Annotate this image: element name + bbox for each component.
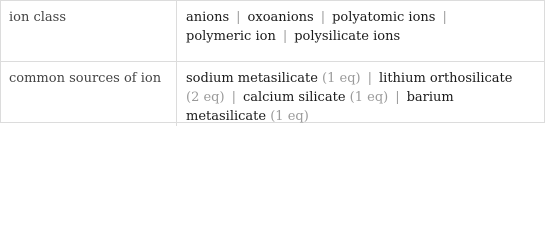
row-label-ion-class: ion class xyxy=(1,1,177,62)
separator: | xyxy=(367,71,372,86)
source-compound: sodium metasilicate xyxy=(186,71,318,86)
row-value-ion-class xyxy=(177,1,544,62)
source-compound: lithium orthosilicate xyxy=(379,71,513,86)
source-quantity: (1 eq) xyxy=(270,109,309,124)
source-quantity: (2 eq) xyxy=(186,90,225,105)
ion-class-item: polysilicate ions xyxy=(294,29,401,44)
ion-class-item: polyatomic ions xyxy=(332,10,436,25)
separator: | xyxy=(231,90,236,105)
separator: | xyxy=(395,90,400,105)
separator: | xyxy=(320,10,326,25)
row-label-common-sources: common sources of ion xyxy=(1,62,177,126)
ion-class-item: oxoanions xyxy=(247,10,314,25)
ion-class-item: polymeric ion xyxy=(186,29,276,44)
separator: | xyxy=(442,10,447,25)
separator: | xyxy=(236,10,241,25)
source-quantity: (1 eq) xyxy=(322,71,361,86)
source-compound: calcium silicate xyxy=(242,90,346,105)
row-value-common-sources xyxy=(177,62,544,126)
ion-class-item: anions xyxy=(186,10,230,25)
source-compound: barium metasilicate xyxy=(186,90,454,124)
source-quantity: (1 eq) xyxy=(349,90,389,105)
separator: | xyxy=(282,29,288,44)
